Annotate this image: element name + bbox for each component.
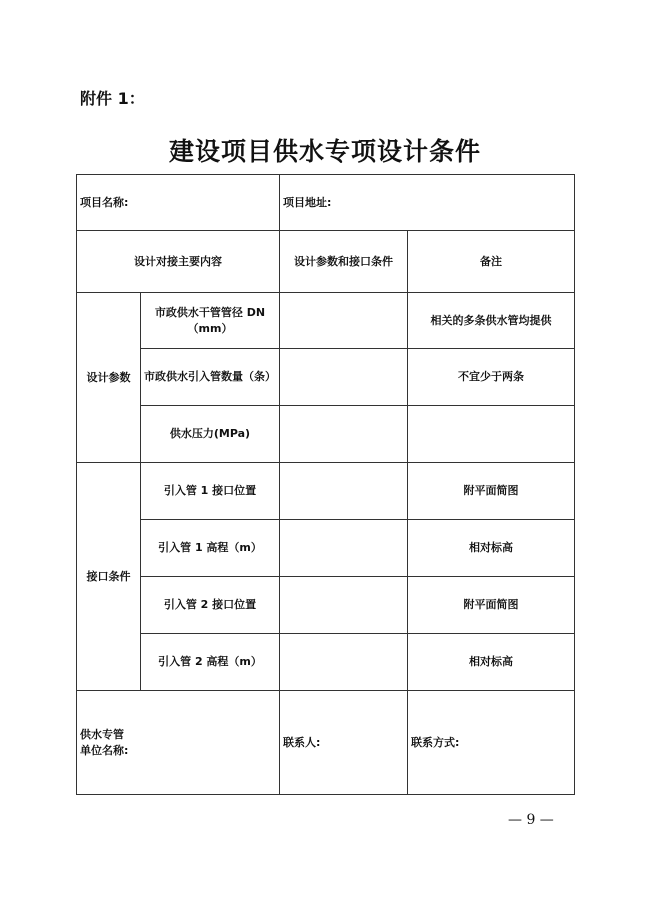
column-header-content: 设计对接主要内容 [77, 231, 280, 293]
table-row [77, 520, 575, 577]
row-item [141, 293, 280, 349]
row-item: 引入管 2 接口位置 [141, 577, 280, 634]
row-param-value [280, 293, 408, 349]
unit-name-cell [77, 691, 280, 795]
table-row [77, 406, 575, 463]
row-param-value [280, 577, 408, 634]
row-remark: 附平面简图 [408, 463, 575, 520]
attachment-label: 附件 1： [80, 89, 145, 108]
document-title: 建设项目供水专项设计条件 [168, 137, 481, 166]
row-item-line: 市政供水干管管径 DN [154, 305, 266, 319]
row-param-value [280, 349, 408, 406]
row-item: 引入管 1 接口位置 [141, 463, 280, 520]
table-row [77, 634, 575, 691]
unit-name-line: 供水专管 [80, 727, 124, 741]
row-param-value [280, 463, 408, 520]
row-remark: 相对标高 [408, 634, 575, 691]
row-item-line: （mm） [187, 321, 233, 335]
row-remark: 相对标高 [408, 520, 575, 577]
row-param-value [280, 520, 408, 577]
table-row [77, 349, 575, 406]
interface-group-label: 接口条件 [77, 463, 141, 691]
contact-person-cell: 联系人: [280, 691, 408, 795]
design-conditions-table [76, 174, 575, 795]
row-remark [408, 406, 575, 463]
unit-name-line: 单位名称: [80, 743, 129, 757]
row-param-value [280, 634, 408, 691]
column-header-row [77, 231, 575, 293]
row-item: 引入管 2 高程（m） [141, 634, 280, 691]
contact-row [77, 691, 575, 795]
page-number: — 9 — [508, 812, 554, 828]
row-remark: 不宜少于两条 [408, 349, 575, 406]
row-remark: 附平面简图 [408, 577, 575, 634]
row-item: 引入管 1 高程（m） [141, 520, 280, 577]
column-header-remarks: 备注 [408, 231, 575, 293]
project-name-cell: 项目名称: [77, 175, 280, 231]
project-info-row [77, 175, 575, 231]
row-param-value [280, 406, 408, 463]
row-remark: 相关的多条供水管均提供 [408, 293, 575, 349]
row-item: 供水压力(MPa) [141, 406, 280, 463]
design-params-group-label: 设计参数 [77, 293, 141, 463]
column-header-params: 设计参数和接口条件 [280, 231, 408, 293]
project-address-cell: 项目地址: [280, 175, 575, 231]
row-item: 市政供水引入管数量（条） [141, 349, 280, 406]
table-row [77, 463, 575, 520]
table-row [77, 293, 575, 349]
contact-method-cell: 联系方式: [408, 691, 575, 795]
table-row [77, 577, 575, 634]
